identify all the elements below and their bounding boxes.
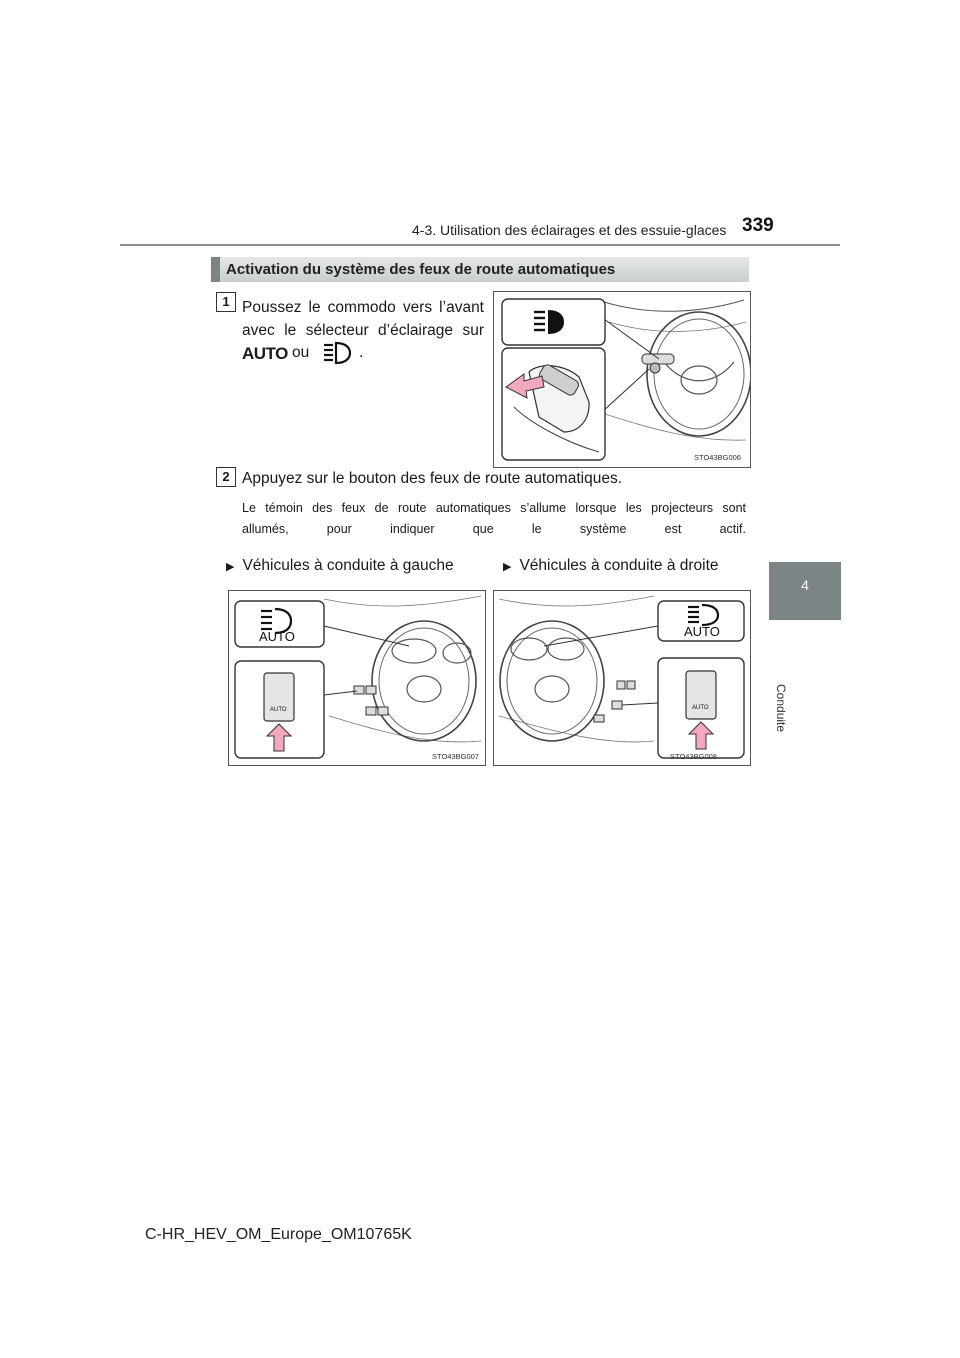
- step-2-text: Appuyez sur le bouton des feux de route automatiques.: [242, 470, 622, 487]
- auto-badge-rhd-top: AUTO: [684, 624, 720, 639]
- high-beam-auto-icon: [322, 340, 352, 366]
- label-left-hand-drive: [226, 557, 454, 575]
- triangle-bullet-icon: ▶: [226, 561, 235, 573]
- chapter-tab-label-text: Conduite: [774, 684, 788, 733]
- document-id: C-HR_HEV_OM_Europe_OM10765K: [145, 1226, 412, 1243]
- triangle-bullet-icon: ▶: [503, 561, 512, 573]
- auto-badge-lhd-button: AUTO: [270, 707, 287, 713]
- end-punctuation: .: [359, 344, 364, 361]
- note-line-1: Le témoin des feux de route automatiques s’allume lorsque les projecteurs sont: [242, 501, 746, 515]
- figure-3-code: STO43BG008: [670, 752, 717, 761]
- auto-symbol-icon: AUTO: [242, 344, 288, 363]
- note-line-2: allumés, pour indiquer que le système est actif.: [242, 522, 746, 536]
- figure-2-code: STO43BG007: [432, 752, 479, 761]
- auto-badge-lhd-top: AUTO: [259, 629, 295, 644]
- figure-left-hand-drive: [228, 590, 486, 766]
- figure-lever-push-drawing: [494, 292, 750, 467]
- step-number-2: 2: [216, 467, 236, 487]
- step-1-text: [242, 296, 484, 342]
- step-1-line-2: avec le sélecteur d’éclairage sur: [242, 322, 484, 339]
- header-rule: [120, 244, 840, 246]
- figure-lever-push: [493, 291, 751, 468]
- label-right-text: Véhicules à conduite à droite: [519, 557, 719, 574]
- label-right-hand-drive: [503, 557, 719, 575]
- running-header: 4-3. Utilisation des éclairages et des essuie-glaces: [412, 222, 727, 238]
- figure-right-hand-drive: [493, 590, 751, 766]
- section-bar-accent: [211, 257, 220, 282]
- chapter-tab-number: 4: [801, 577, 809, 593]
- section-title: Activation du système des feux de route automatiques: [226, 261, 616, 278]
- chapter-tab-label: [774, 630, 808, 733]
- figure-lhd-drawing: [229, 591, 485, 765]
- figure-1-code: STO43BG006: [694, 453, 741, 462]
- step-number-1: 1: [216, 292, 236, 312]
- page-number: 339: [742, 215, 774, 236]
- step-1-symbols: [242, 340, 372, 368]
- figure-rhd-drawing: [494, 591, 750, 765]
- auto-badge-rhd-button: AUTO: [692, 705, 709, 711]
- or-word: ou: [292, 344, 310, 361]
- step-2-note: [242, 498, 746, 540]
- label-left-text: Véhicules à conduite à gauche: [242, 557, 454, 574]
- step-1-line-1: Poussez le commodo vers l’avant: [242, 299, 484, 316]
